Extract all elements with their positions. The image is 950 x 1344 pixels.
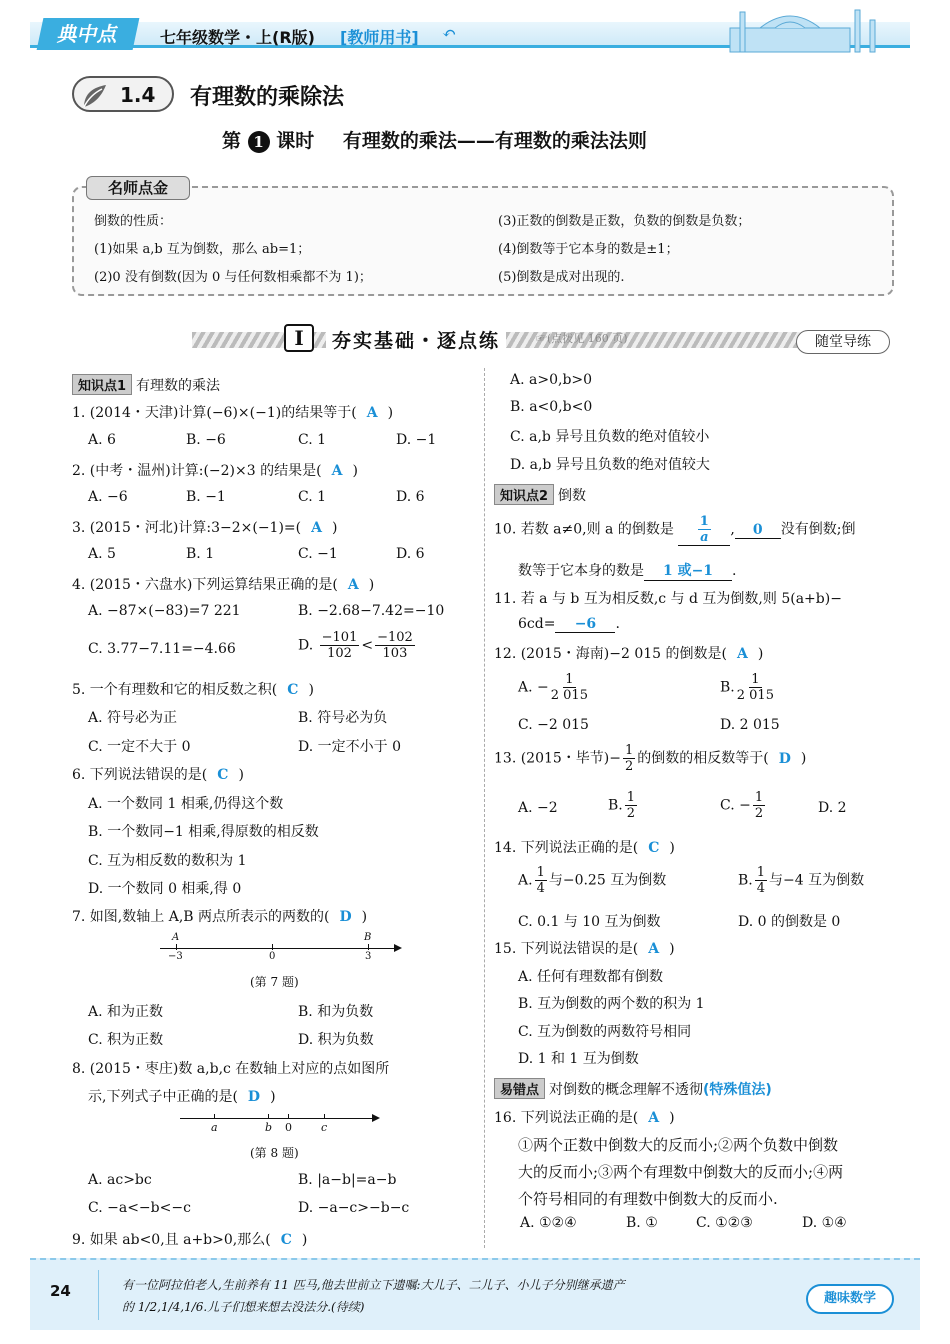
- banner-roman: Ⅰ: [284, 324, 314, 352]
- q1-opt-b: B. −6: [186, 432, 226, 448]
- q3-opt-b: B. 1: [186, 546, 215, 562]
- tips-left-3: (2)0 没有倒数(因为 0 与任何数相乘都不为 1)；: [94, 270, 372, 285]
- q7-opt-b: B. 和为负数: [298, 1004, 374, 1020]
- kp1-title: 有理数的乘法: [136, 378, 221, 394]
- kp2-heading: [494, 484, 586, 505]
- q9-opt-b: B. a<0,b<0: [510, 399, 593, 415]
- q9-answer: C: [280, 1232, 292, 1248]
- q12-opt-c: C. −2 015: [518, 717, 589, 733]
- q10-line2: 数等于它本身的数是 1 或−1 .: [518, 560, 736, 581]
- q13-stem: 13. (2015・毕节)− $\frac{1}{2}$ 的倒数的相反数等于( D ): [494, 743, 807, 774]
- q13-opt-b: B. $\frac{1}{2}$: [608, 790, 636, 821]
- q8-stem-line1: 8. (2015・枣庄)数 a,b,c 在数轴上对应的点如图所: [72, 1061, 390, 1077]
- q2-stem: 2. (中考・温州)计算:(−2)×3 的结果是( A ): [72, 463, 358, 479]
- q12-opt-d: D. 2 015: [720, 717, 780, 733]
- q8-label-0: 0: [285, 1121, 292, 1134]
- banner-note: ☞(点拨见 160 页): [536, 332, 628, 345]
- q16-body-1: ①两个正数中倒数大的反而小;②两个负数中倒数: [518, 1136, 839, 1154]
- q5-opt-d: D. 一定不小于 0: [298, 739, 401, 755]
- return-icon: ↶: [442, 24, 457, 44]
- q14-stem: 14. 下列说法正确的是( C ): [494, 840, 675, 856]
- kp2-title: 倒数: [558, 488, 587, 504]
- practice-banner: [72, 326, 894, 352]
- q3-opt-a: A. 5: [88, 546, 116, 562]
- q3-opt-d: D. 6: [396, 546, 425, 562]
- q7-axis-arrow: [394, 944, 402, 952]
- section-heading: [72, 76, 372, 114]
- q8-tick-b: [268, 1114, 269, 1119]
- banner-tag: 随堂导练: [796, 330, 890, 354]
- tips-box: [72, 179, 894, 296]
- q4-opt-c: C. 3.77−7.11=−4.66: [88, 641, 236, 657]
- q7-tick-label-0: 0: [269, 951, 276, 962]
- q7-tick-label-neg3: −3: [168, 951, 183, 962]
- footer-text-1: 有一位阿拉伯老人,生前养有 11 匹马,他去世前立下遗嘱:大儿子、二儿子、小儿子分别继承遗产: [122, 1278, 625, 1292]
- q5-answer: C: [287, 682, 299, 698]
- kp3-label: 易错点: [494, 1078, 545, 1099]
- q8-label-b: b: [265, 1121, 273, 1134]
- q7-number-line-figure: [160, 934, 410, 968]
- page-header: [0, 0, 950, 62]
- q4-opt-a: A. −87×(−83)=7 221: [88, 603, 241, 619]
- q14-answer: C: [648, 840, 660, 856]
- q15-stem: 15. 下列说法错误的是( A ): [494, 941, 675, 957]
- lesson-period: 课时: [276, 130, 315, 152]
- q9-opt-d: D. a,b 异号且负数的绝对值较大: [510, 457, 710, 473]
- q5-opt-c: C. 一定不大于 0: [88, 739, 191, 755]
- q14-opt-a: A. $\frac{1}{4}$ 与−0.25 互为倒数: [518, 865, 667, 896]
- q4-answer: A: [347, 577, 359, 593]
- q1-stem: 1. (2014・天津)计算(−6)×(−1)的结果等于( A ): [72, 405, 394, 421]
- q6-answer: C: [217, 767, 229, 783]
- q9-stem: 9. 如果 ab<0,且 a+b>0,那么( C ): [72, 1232, 308, 1248]
- q8-label-a: a: [211, 1121, 218, 1134]
- q5-stem: 5. 一个有理数和它的相反数之积( C ): [72, 682, 314, 698]
- q11-line1: 11. 若 a 与 b 互为相反数,c 与 d 互为倒数,则 5(a+b)−: [494, 591, 842, 607]
- q12-opt-b: B. $\frac{1}{2 015}$: [720, 672, 774, 703]
- q10-blank-3: 1 或−1: [644, 560, 732, 581]
- q10-blank-2: 0: [735, 522, 781, 539]
- q8-axis-arrow: [372, 1114, 380, 1122]
- q7-opt-c: C. 积为正数: [88, 1032, 164, 1048]
- tips-right-3: (5)倒数是成对出现的.: [498, 270, 625, 285]
- q8-opt-d: D. −a−c>−b−c: [298, 1200, 410, 1216]
- q2-opt-c: C. 1: [298, 489, 327, 505]
- q3-answer: A: [311, 520, 322, 536]
- logo: 典中点: [37, 18, 140, 50]
- q15-opt-d: D. 1 和 1 互为倒数: [518, 1051, 639, 1067]
- q16-opt-c: C. ①②③: [696, 1215, 753, 1231]
- q8-tick-0: [288, 1114, 289, 1119]
- q4-fraction-1: $\frac{-101}{102}$: [321, 630, 358, 661]
- q3-stem: 3. (2015・河北)计算:3−2×(−1)=( A ): [72, 520, 338, 536]
- page-number: 24: [50, 1282, 71, 1300]
- lesson-title: [222, 126, 647, 153]
- tips-left-1: 倒数的性质：: [94, 214, 173, 229]
- q16-opt-d: D. ①④: [802, 1215, 847, 1231]
- page-footer: [30, 1258, 920, 1330]
- q7-answer: D: [339, 909, 352, 925]
- q13-opt-d: D. 2: [818, 800, 847, 816]
- leaf-icon: [80, 83, 110, 109]
- q12-answer: A: [737, 646, 748, 662]
- q7-caption: (第 7 题): [250, 975, 299, 989]
- q2-answer: A: [331, 463, 343, 479]
- q6-opt-a: A. 一个数同 1 相乘,仍得这个数: [88, 796, 284, 812]
- footer-text-2: 的 1/2,1/4,1/6.儿子们想来想去没法分.(待续): [122, 1300, 365, 1314]
- q8-axis-line: [180, 1118, 376, 1119]
- q4-fraction-2: $\frac{-102}{103}$: [377, 630, 413, 661]
- q16-body-2: 大的反而小;③两个有理数中倒数大的反而小;④两: [518, 1163, 844, 1181]
- q7-tick-3: [368, 944, 369, 950]
- q10-blank-1: $\frac{1}{a}$: [678, 514, 730, 546]
- q12-stem: 12. (2015・海南)−2 015 的倒数是( A ): [494, 646, 764, 662]
- q4-opt-d: D. $\frac{-101}{102}$ < $\frac{-102}{103}$: [298, 630, 413, 661]
- q9-opt-c: C. a,b 异号且负数的绝对值较小: [510, 429, 710, 445]
- q16-body-3: 个符号相同的有理数中倒数大的反而小.: [518, 1190, 778, 1208]
- q15-answer: A: [648, 941, 660, 957]
- q9-opt-a: A. a>0,b>0: [510, 372, 593, 388]
- kp3-heading: [494, 1078, 772, 1099]
- q8-label-c: c: [321, 1121, 328, 1134]
- q4-opt-b: B. −2.68−7.42=−10: [298, 603, 445, 619]
- q2-opt-a: A. −6: [88, 489, 128, 505]
- kp2-label: 知识点2: [494, 484, 554, 505]
- book-title: 七年级数学・上(R版): [160, 28, 315, 47]
- q14-opt-c: C. 0.1 与 10 互为倒数: [518, 914, 661, 930]
- q7-axis-line: [160, 948, 398, 949]
- banner-title: 夯实基础・逐点练: [326, 326, 506, 353]
- q2-opt-d: D. 6: [396, 489, 425, 505]
- q16-opt-b: B. ①: [626, 1215, 658, 1231]
- q7-stem: 7. 如图,数轴上 A,B 两点所表示的两数的( D ): [72, 909, 368, 925]
- q1-opt-d: D. −1: [396, 432, 437, 448]
- q13-opt-a: A. −2: [518, 800, 558, 816]
- column-divider: [484, 368, 485, 1248]
- q12-opt-a: A. − $\frac{1}{2 015}$: [518, 672, 588, 703]
- tips-tab: 名师点金: [86, 176, 190, 200]
- kp1-label: 知识点1: [72, 374, 132, 395]
- q4-stem: 4. (2015・六盘水)下列运算结果正确的是( A ): [72, 577, 375, 593]
- q16-answer: A: [648, 1110, 660, 1126]
- q11-line2: 6cd= −6 .: [518, 616, 620, 632]
- footer-divider: [98, 1270, 99, 1320]
- q1-answer: A: [366, 405, 378, 421]
- q13-answer: D: [778, 750, 791, 767]
- q15-opt-b: B. 互为倒数的两个数的积为 1: [518, 996, 705, 1012]
- q3-opt-c: C. −1: [298, 546, 338, 562]
- q8-tick-c: [324, 1114, 325, 1119]
- q8-number-line-figure: [180, 1108, 390, 1138]
- lesson-prefix: 第: [222, 130, 242, 152]
- section-number-box: [72, 76, 174, 112]
- kp1-heading: [72, 374, 220, 395]
- q15-opt-c: C. 互为倒数的两数符号相同: [518, 1024, 692, 1040]
- q13-opt-c: C. − $\frac{1}{2}$: [720, 790, 764, 821]
- section-title: 有理数的乘除法: [190, 84, 345, 110]
- q6-stem: 6. 下列说法错误的是( C ): [72, 767, 244, 783]
- q8-tick-a: [214, 1114, 215, 1119]
- q7-tick-label-3: 3: [365, 951, 372, 962]
- lesson-subtitle: 有理数的乘法——有理数的乘法法则: [342, 130, 647, 152]
- q15-opt-a: A. 任何有理数都有倒数: [518, 969, 664, 985]
- q11-blank: −6: [555, 616, 615, 633]
- q6-opt-c: C. 互为相反数的数积为 1: [88, 853, 247, 869]
- q8-stem-line2: 示,下列式子中正确的是( D ): [88, 1089, 276, 1105]
- q16-stem: 16. 下列说法正确的是( A ): [494, 1110, 675, 1126]
- q7-tick-0: [272, 944, 273, 950]
- q1-opt-a: A. 6: [88, 432, 116, 448]
- q14-opt-b: B. $\frac{1}{4}$ 与−4 互为倒数: [738, 865, 865, 896]
- q6-opt-d: D. 一个数同 0 相乘,得 0: [88, 881, 242, 897]
- q5-opt-b: B. 符号必为负: [298, 710, 388, 726]
- q2-opt-b: B. −1: [186, 489, 226, 505]
- q1-opt-c: C. 1: [298, 432, 327, 448]
- kp3-title: 对倒数的概念理解不透彻: [549, 1082, 704, 1098]
- lesson-number-badge: 1: [248, 131, 270, 153]
- q5-opt-a: A. 符号必为正: [88, 710, 178, 726]
- q7-opt-d: D. 积为负数: [298, 1032, 374, 1048]
- q7-opt-a: A. 和为正数: [88, 1004, 164, 1020]
- q14-opt-d: D. 0 的倒数是 0: [738, 914, 841, 930]
- kp3-method: (特殊值法): [703, 1082, 772, 1098]
- tips-right-1: (3)正数的倒数是正数，负数的倒数是负数；: [498, 214, 751, 229]
- q7-point-b-label: B: [364, 932, 372, 943]
- q8-caption: (第 8 题): [250, 1146, 299, 1160]
- q8-opt-a: A. ac>bc: [88, 1172, 152, 1188]
- q7-point-a-label: A: [172, 932, 180, 943]
- q8-opt-b: B. |a−b|=a−b: [298, 1172, 397, 1188]
- fun-math-badge: 趣味数学: [806, 1284, 894, 1314]
- skyline-illustration: [700, 6, 910, 54]
- q10-line1: 10. 若数 a≠0,则 a 的倒数是 $\frac{1}{a}$ , 0 没有倒数;倒: [494, 514, 856, 545]
- q8-opt-c: C. −a<−b<−c: [88, 1200, 191, 1216]
- tips-right-2: (4)倒数等于它本身的数是±1；: [498, 242, 679, 257]
- q16-opt-a: A. ①②④: [520, 1215, 577, 1231]
- q6-opt-b: B. 一个数同−1 相乘,得原数的相反数: [88, 824, 319, 840]
- teacher-tag: [教师用书]: [340, 28, 419, 47]
- q7-tick-neg3: [176, 944, 177, 950]
- q8-answer: D: [247, 1089, 261, 1105]
- section-number: 1.4: [120, 83, 156, 107]
- tips-left-2: (1)如果 a,b 互为倒数，那么 ab=1；: [94, 242, 311, 257]
